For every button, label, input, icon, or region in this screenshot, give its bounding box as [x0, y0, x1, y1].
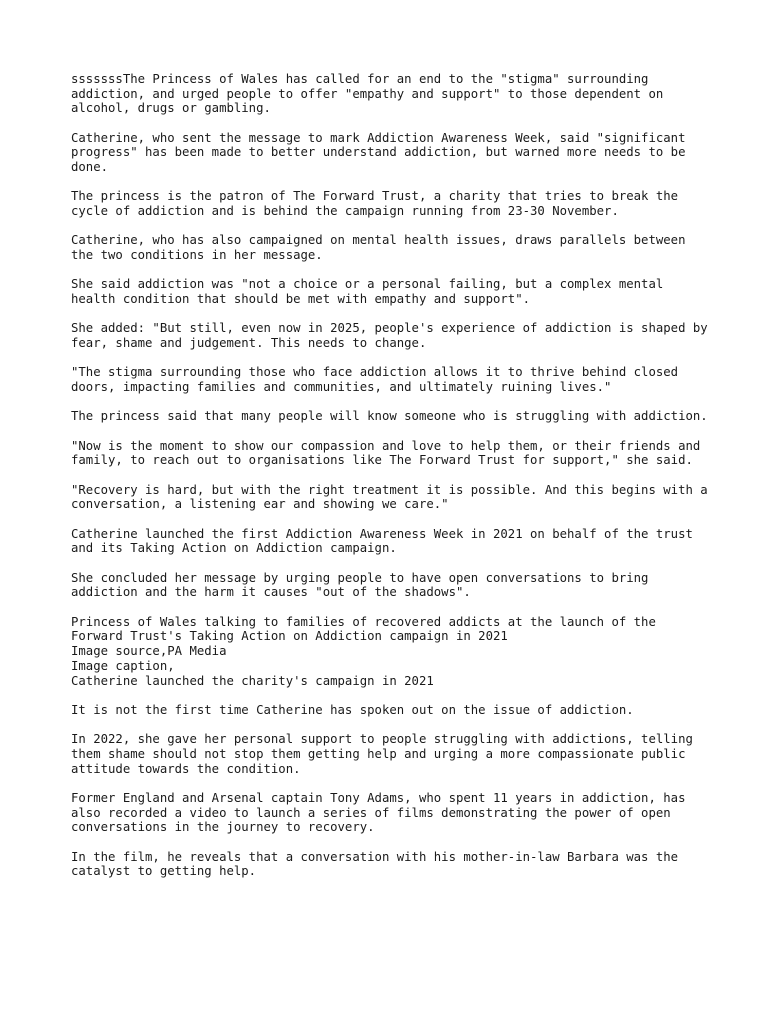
paragraph: Former England and Arsenal captain Tony Adams, who spent 11 years in addiction, has also recorded a video to launch a series of films demonstrating the power of open conversations in the journey to recovery. — [71, 790, 693, 835]
image-caption-label: Image caption, — [71, 658, 175, 673]
paragraph: In the film, he reveals that a conversation with his mother-in-law Barbara was the catalyst to getting help. — [71, 849, 686, 879]
paragraph: The princess is the patron of The Forward Trust, a charity that tries to break the cycle of addiction and is behind the campaign running from 23-30 November. — [71, 189, 686, 219]
paragraph: "Now is the moment to show our compassion and love to help them, or their friends and family, to reach out to organisations like The Forward Trust for support," she said. — [71, 438, 708, 468]
paragraph: She added: "But still, even now in 2025, people's experience of addiction is shaped by fear, shame and judgement. This needs to change. — [71, 321, 716, 351]
document-page — [71, 72, 716, 894]
image-source: Image source,PA Media — [71, 644, 227, 659]
paragraph: The princess said that many people will know someone who is struggling with addiction. — [71, 409, 708, 424]
paragraph: Catherine launched the first Addiction Awareness Week in 2021 on behalf of the trust and its Taking Action on Addiction campaign. — [71, 526, 701, 556]
paragraph: In 2022, she gave her personal support to people struggling with addictions, telling them shame should not stop them getting help and urging a more compassionate public attitude towards the condition. — [71, 732, 701, 776]
paragraph: She said addiction was "not a choice or a personal failing, but a complex mental health condition that should be met with empathy and support". — [71, 277, 671, 307]
paragraph: Catherine, who has also campaigned on mental health issues, draws parallels between the two conditions in her message. — [71, 233, 693, 263]
image-caption-block — [71, 615, 711, 689]
paragraph: "Recovery is hard, but with the right treatment it is possible. And this begins with a conversation, a listening ear and showing we care." — [71, 482, 716, 512]
paragraph: It is not the first time Catherine has spoken out on the issue of addiction. — [71, 702, 634, 717]
paragraph: sssssssThe Princess of Wales has called for an end to the "stigma" surrounding addiction, and urged people to offer "empathy and support" to those dependent on alcohol, drugs or gambling. — [71, 72, 671, 116]
paragraph: "The stigma surrounding those who face addiction allows it to thrive behind closed doors, impacting families and communities, and ultimately ruining lives." — [71, 365, 686, 395]
image-caption: Catherine launched the charity's campaign in 2021 — [71, 673, 434, 688]
paragraph: She concluded her message by urging people to have open conversations to bring addiction and the harm it causes "out of the shadows". — [71, 570, 656, 600]
image-alt-text: Princess of Wales talking to families of recovered addicts at the launch of the Forward Trust's Taking Action on Addiction campaign in 2021 — [71, 614, 664, 644]
paragraph: Catherine, who sent the message to mark Addiction Awareness Week, said "significant progress" has been made to better understand addiction, but warned more needs to be done. — [71, 130, 693, 175]
